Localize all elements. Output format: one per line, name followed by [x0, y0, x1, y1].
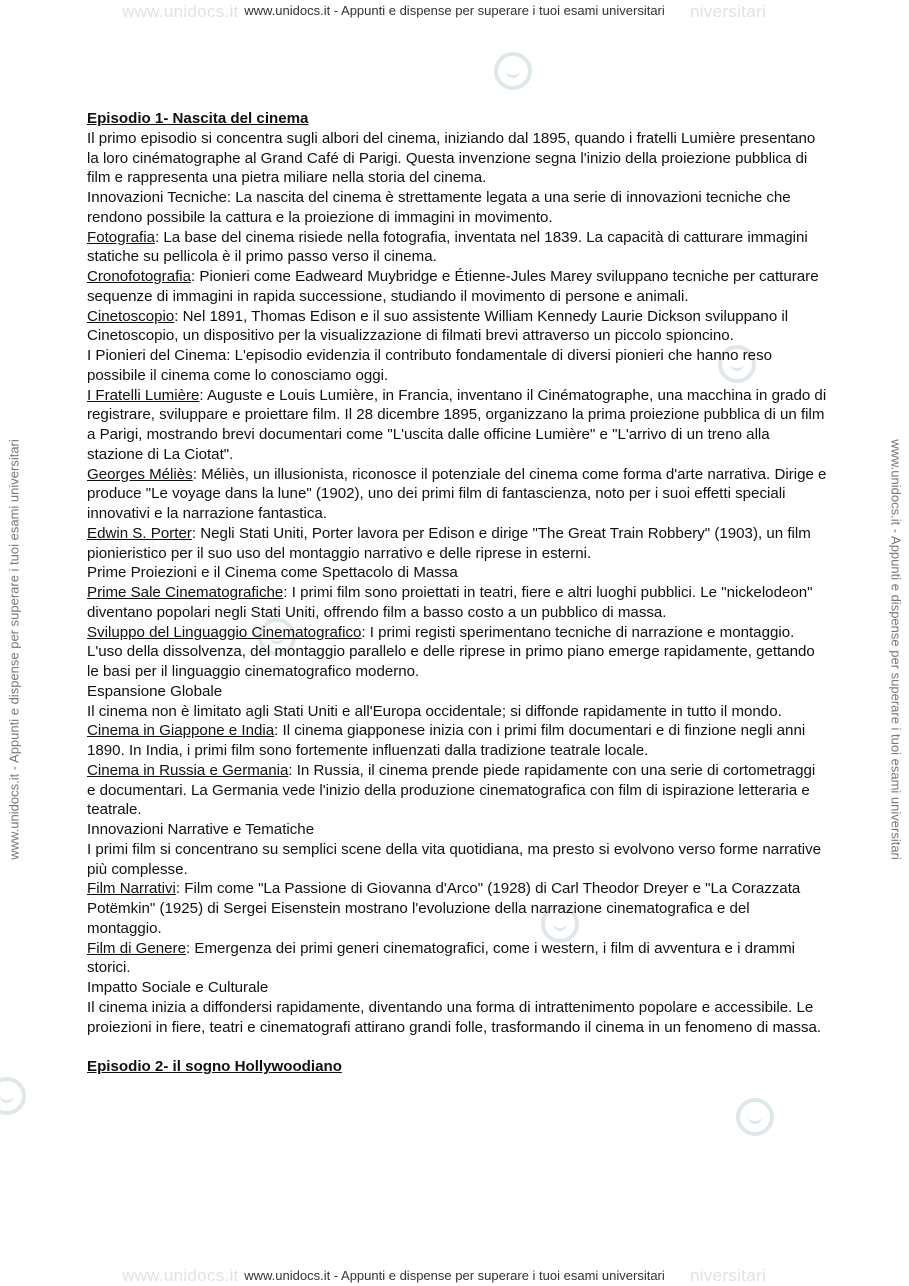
watermark-ghost-top-right: niversitari	[690, 2, 767, 21]
watermark-banner-left: www.unidocs.it - Appunti e dispense per superare i tuoi esami universitari	[6, 439, 22, 860]
paragraph-narrative: I primi film si concentrano su semplici scene della vita quotidiana, ma presto si evolvono verso forme narrative più complesse.	[87, 840, 822, 878]
paragraph-cinetoscopio	[87, 307, 827, 347]
text-fotografia: : La base del cinema risiede nella fotografia, inventata nel 1839. La capacità di catturare immagini statiche su pellicola è il primo passo verso il cinema.	[87, 228, 808, 266]
unidocs-logo-icon	[0, 1077, 26, 1115]
paragraph-giappone	[87, 721, 827, 761]
paragraph-melies	[87, 465, 827, 524]
term-cinetoscopio: Cinetoscopio	[87, 307, 175, 325]
subheading-impatto: Impatto Sociale e Culturale	[87, 979, 269, 996]
text-russia: : In Russia, il cinema prende piede rapidamente con una serie di cortometraggi e documentari. La Germania vede l'inizio della produzione cinematografica con film di ispirazione letteraria e teatrale.	[87, 761, 816, 819]
paragraph-espansione: Il cinema non è limitato agli Stati Uniti e all'Europa occidentale; si diffonde rapidamente in tutto il mondo.	[87, 702, 782, 720]
text-linguaggio: : I primi registi sperimentano tecniche di narrazione e montaggio. L'uso della dissolvenza, del montaggio parallelo e delle riprese in primo piano emerge rapidamente, gettando le basi per il linguaggio cinematografico moderno.	[87, 623, 815, 680]
term-film-narrativi: Film Narrativi	[87, 880, 176, 898]
heading-episodio-2: Episodio 2- il sogno Hollywoodiano	[87, 1058, 342, 1075]
subheading-prime-proiezioni: Prime Proiezioni e il Cinema come Spettacolo di Massa	[87, 564, 458, 582]
text-lumiere: : Auguste e Louis Lumière, in Francia, inventano il Cinématographe, una macchina in grado di registrare, sviluppare e proiettare film. Il 28 dicembre 1895, organizzano la prima proiezione pubblica di un film a Parigi, mostrando brevi documentari come "L'uscita dalle officine Lumière" e "L'arrivo di un treno alla stazione di La Ciotat".	[87, 386, 827, 463]
watermark-banner-bottom: www.unidocs.it - Appunti e dispense per superare i tuoi esami universitari	[244, 1268, 665, 1283]
term-russia: Cinema in Russia e Germania	[87, 761, 289, 779]
paragraph-impatto: Il cinema inizia a diffondersi rapidamente, diventando una forma di intrattenimento popolare e accessibile. Le proiezioni in fiere, teatri e cinematografi attirano grandi folle, trasformando il cinema in un fenomeno di massa.	[87, 998, 822, 1036]
term-melies: Georges Méliès	[87, 465, 193, 483]
unidocs-logo-icon	[736, 1098, 774, 1136]
text-cronofotografia: : Pionieri come Eadweard Muybridge e Étienne-Jules Marey sviluppano tecniche per catturare sequenze di immagini in rapida successione, studiando il movimento di persone e animali.	[87, 268, 819, 305]
watermark-ghost-bottom-left: www.unidocs.it	[122, 1266, 239, 1285]
watermark-banner-top: www.unidocs.it - Appunti e dispense per superare i tuoi esami universitari	[244, 3, 665, 18]
term-fotografia: Fotografia	[87, 228, 155, 246]
unidocs-logo-icon	[494, 52, 532, 90]
subheading-espansione: Espansione Globale	[87, 682, 223, 700]
text-porter: : Negli Stati Uniti, Porter lavora per Edison e dirige "The Great Train Robbery" (1903), un film pionieristico per il suo uso del montaggio narrativo e delle riprese in esterni.	[87, 524, 811, 562]
watermark-banner-right: www.unidocs.it - Appunti e dispense per superare i tuoi esami universitari	[888, 439, 904, 860]
paragraph-cronofotografia	[87, 267, 827, 307]
spacer	[87, 1037, 827, 1057]
paragraph-porter	[87, 524, 827, 564]
term-porter: Edwin S. Porter	[87, 524, 192, 542]
paragraph-linguaggio	[87, 623, 827, 682]
text-film-genere: : Emergenza dei primi generi cinematografici, come i western, i film di avventura e i drammi storici.	[87, 939, 795, 977]
text-cinetoscopio: : Nel 1891, Thomas Edison e il suo assistente William Kennedy Laurie Dickson sviluppano il Cinetoscopio, un dispositivo per la visualizzazione di filmati brevi attraverso un piccolo spioncino.	[87, 307, 789, 345]
paragraph-innovazioni: Innovazioni Tecniche: La nascita del cinema è strettamente legata a una serie di innovazioni tecniche che rendono possibile la cattura e la proiezione di immagini in movimento.	[87, 189, 791, 226]
subheading-narrative: Innovazioni Narrative e Tematiche	[87, 821, 315, 838]
text-melies: : Méliès, un illusionista, riconosce il potenziale del cinema come forma d'arte narrativa. Dirige e produce "Le voyage dans la lune" (1902), uno dei primi film di fantascienza, noto per i suoi effetti speciali innovativi e la narrazione fantastica.	[87, 465, 827, 522]
term-lumiere: I Fratelli Lumière	[87, 386, 200, 404]
text-giappone: : Il cinema giapponese inizia con i primi film documentari e di finzione negli anni 1890. In India, i primi film sono fortemente influenzati dalla tradizione teatrale locale.	[87, 722, 806, 759]
heading-episodio-1: Episodio 1- Nascita del cinema	[87, 110, 309, 127]
paragraph-sale	[87, 583, 827, 623]
paragraph-intro: Il primo episodio si concentra sugli albori del cinema, iniziando dal 1895, quando i fratelli Lumière presentano la loro cinématographe al Grand Café di Parigi. Questa invenzione segna l'inizio della proiezione pubblica di film e rappresenta una pietra miliare nella storia del cinema.	[87, 129, 816, 187]
document-body	[87, 109, 827, 1077]
paragraph-film-genere	[87, 939, 827, 979]
term-linguaggio: Sviluppo del Linguaggio Cinematografico	[87, 623, 362, 641]
paragraph-fotografia	[87, 228, 827, 268]
text-sale: : I primi film sono proiettati in teatri, fiere e altri luoghi pubblici. Le "nickelodeon" diventano popolari negli Stati Uniti, offrendo film a basso costo a un pubblico di massa.	[87, 584, 813, 621]
text-film-narrativi: : Film come "La Passione di Giovanna d'Arco" (1928) di Carl Theodor Dreyer e "La Corazzata Potëmkin" (1925) di Sergei Eisenstein mostrano l'evoluzione della narrazione cinematografica e del montaggio.	[87, 880, 801, 937]
watermark-ghost-top-left: www.unidocs.it	[122, 2, 239, 21]
paragraph-film-narrativi	[87, 879, 827, 938]
paragraph-pionieri: I Pionieri del Cinema: L'episodio evidenzia il contributo fondamentale di diversi pionieri che hanno reso possibile il cinema come lo conosciamo oggi.	[87, 347, 773, 384]
term-sale: Prime Sale Cinematografiche	[87, 584, 284, 601]
term-cronofotografia: Cronofotografia	[87, 268, 192, 285]
term-giappone: Cinema in Giappone e India	[87, 722, 275, 740]
watermark-ghost-bottom-right: niversitari	[690, 1266, 767, 1285]
paragraph-russia	[87, 761, 827, 820]
term-film-genere: Film di Genere	[87, 939, 186, 957]
paragraph-lumiere	[87, 386, 827, 465]
